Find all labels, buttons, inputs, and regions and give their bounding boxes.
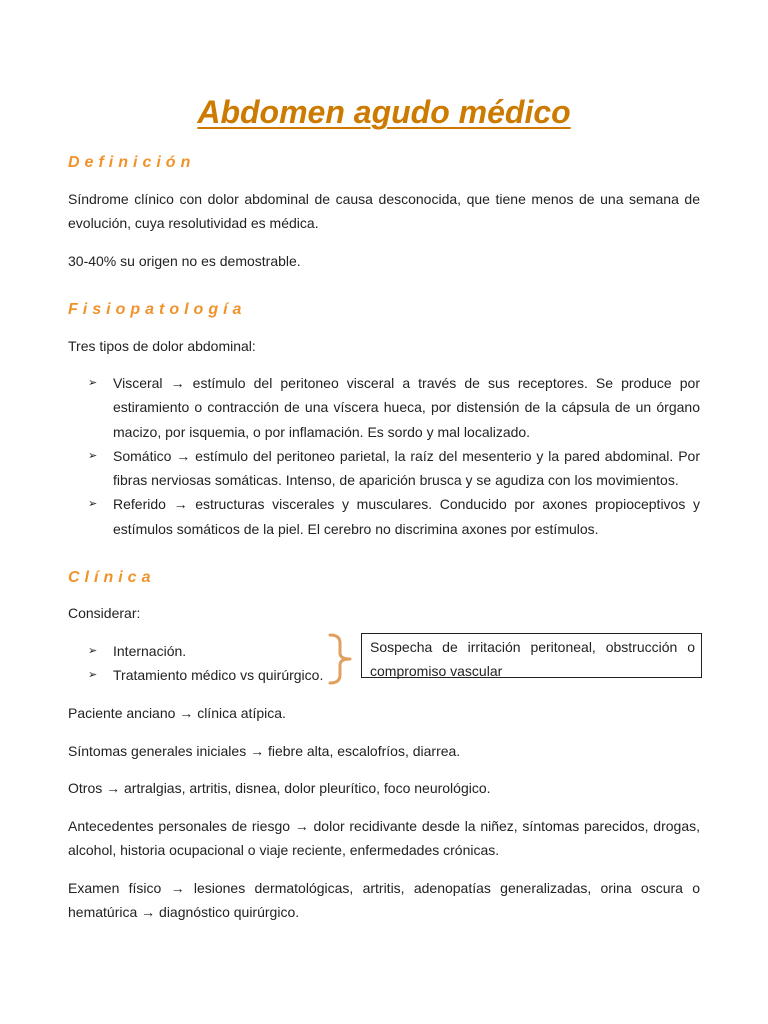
arrow-bullet-icon: ➢ bbox=[88, 449, 98, 462]
clinica-sintomas-generales: Síntomas generales iniciales → fiebre alta, escalofríos, diarrea. bbox=[68, 743, 461, 759]
pain-type-visceral: Visceral → estímulo del peritoneo visceral a través de sus receptores. Se produce por estiramiento o contracción de una víscera hueca, por distensión de la cápsula de un órgano macizo, por isquemia, o por inflamación. Es sordo y mal localizado. bbox=[113, 375, 700, 440]
definicion-origin-paragraph: 30-40% su origen no es demostrable. bbox=[68, 253, 301, 269]
clinica-paciente-anciano: Paciente anciano → clínica atípica. bbox=[68, 705, 286, 721]
list-item bbox=[88, 492, 700, 541]
arrow-bullet-icon: ➢ bbox=[88, 377, 98, 389]
clinica-examen-fisico: Examen físico → lesiones dermatológicas, artritis, adenopatías generalizadas, orina oscura o hematúrica → diagnóstico quirúrgico. bbox=[68, 880, 700, 920]
fisiopatologia-intro: Tres tipos de dolor abdominal: bbox=[68, 338, 256, 354]
heading-clinica: Clínica bbox=[68, 569, 156, 586]
pain-types-list bbox=[88, 371, 700, 541]
considerar-internacion: Internación. bbox=[113, 643, 187, 659]
heading-fisiopatologia: Fisiopatología bbox=[68, 301, 247, 318]
callout-box bbox=[361, 633, 702, 678]
document-title: Abdomen agudo médico bbox=[197, 94, 571, 130]
considerar-list bbox=[88, 639, 328, 688]
list-item bbox=[88, 371, 700, 444]
curly-brace-icon bbox=[326, 633, 358, 685]
considerar-tratamiento: Tratamiento médico vs quirúrgico. bbox=[113, 667, 324, 684]
definicion-paragraph: Síndrome clínico con dolor abdominal de causa desconocida, que tiene menos de una semana de evolución, cuya resolutividad es médica. bbox=[68, 191, 700, 231]
pain-type-referido: Referido → estructuras viscerales y musculares. Conducido por axones propioceptivos y estímulos somáticos de la piel. El cerebro no discrimina axones por estímulos. bbox=[113, 496, 700, 537]
arrow-bullet-icon: ➢ bbox=[88, 498, 98, 511]
heading-definicion: Definición bbox=[68, 154, 196, 171]
list-item bbox=[88, 663, 328, 687]
list-item bbox=[88, 639, 328, 663]
clinica-antecedentes: Antecedentes personales de riesgo → dolor recidivante desde la niñez, síntomas parecidos, drogas, alcohol, historia ocupacional o viaje reciente, enfermedades crónicas. bbox=[68, 818, 700, 858]
arrow-bullet-icon: ➢ bbox=[88, 669, 98, 682]
arrow-bullet-icon: ➢ bbox=[88, 645, 98, 657]
clinica-otros: Otros → artralgias, artritis, disnea, dolor pleurítico, foco neurológico. bbox=[68, 780, 491, 796]
list-item bbox=[88, 444, 700, 493]
callout-text: Sospecha de irritación peritoneal, obstrucción o compromiso vascular bbox=[370, 639, 695, 679]
clinica-intro: Considerar: bbox=[68, 605, 141, 621]
pain-type-somatico: Somático → estímulo del peritoneo parietal, la raíz del mesenterio y la pared abdominal. Por fibras nerviosas somáticas. Intenso, de aparición brusca y se agudiza con los movimientos. bbox=[113, 447, 700, 489]
